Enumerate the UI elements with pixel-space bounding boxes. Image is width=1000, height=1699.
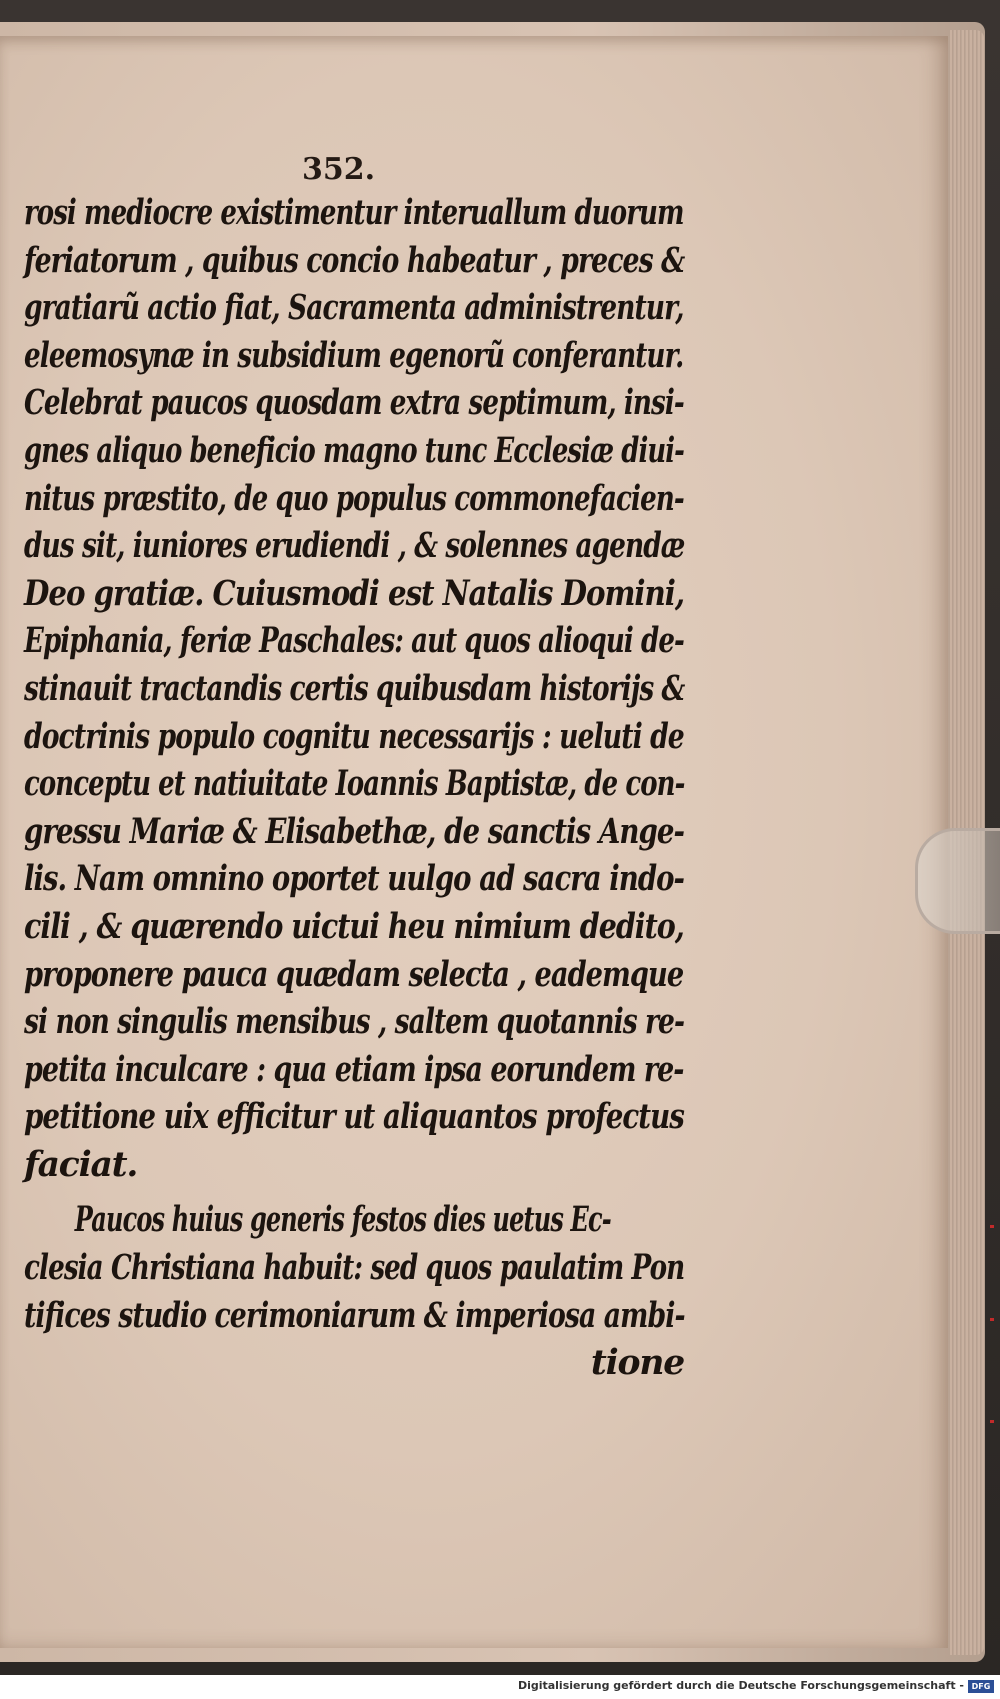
body-text: [24, 190, 684, 1388]
text-line: gnes aliquo beneficio magno tunc Ecclesiæ diui-: [24, 430, 684, 471]
text-line: eleemosynæ in subsidium egenorũ conferantur.: [24, 335, 684, 376]
footer-bar: [0, 1675, 1000, 1699]
text-line: gressu Mariæ & Elisabethæ, de sanctis Ange-: [24, 811, 684, 852]
page-clip: [915, 828, 1000, 934]
red-thread-mark: [990, 1318, 994, 1321]
text-line: Deo gratiæ. Cuiusmodi est Natalis Domini,: [24, 573, 685, 614]
text-line: feriatorum , quibus concio habeatur , preces &: [24, 240, 685, 281]
red-thread-mark: [990, 1225, 994, 1228]
text-line: stinauit tractandis certis quibusdam historijs &: [24, 668, 685, 709]
text-line: cili , & quærendo uictui heu nimium dedito,: [24, 906, 684, 947]
text-line: Epiphania, feriæ Paschales: aut quos alioqui de-: [24, 621, 684, 662]
text-line: Celebrat paucos quosdam extra septimum, insi-: [24, 383, 684, 424]
text-line: petitione uix efficitur ut aliquantos profectus: [24, 1097, 684, 1138]
catchword: tione: [590, 1343, 684, 1384]
text-line: tifices studio cerimoniarum & imperiosa ambi-: [24, 1295, 685, 1336]
red-thread-mark: [990, 1420, 994, 1423]
text-line: doctrinis populo cognitu necessarijs : ueluti de: [24, 716, 684, 757]
text-line: dus sit, iuniores erudiendi , & solennes agendæ: [24, 526, 685, 567]
text-line: petita inculcare : qua etiam ipsa eorundem re-: [24, 1049, 684, 1090]
dfg-logo: DFG: [968, 1680, 994, 1693]
text-line: rosi mediocre existimentur interuallum duorum: [24, 193, 684, 233]
text-line: faciat.: [24, 1144, 138, 1185]
text-line: lis. Nam omnino oportet uulgo ad sacra indo-: [24, 859, 685, 900]
text-line: proponere pauca quædam selecta , eademque: [24, 954, 684, 995]
text-line: nitus præstito, de quo populus commonefacien-: [24, 478, 684, 519]
funding-credit: Digitalisierung gefördert durch die Deutsche Forschungsgemeinschaft -: [517, 1679, 964, 1692]
text-line: gratiarũ actio fiat, Sacramenta administrentur,: [24, 288, 684, 329]
text-line: Paucos huius generis festos dies uetus Ec-: [74, 1200, 611, 1241]
text-line: conceptu et natiuitate Ioannis Baptistæ, de con-: [24, 764, 685, 805]
page-number: 352.: [302, 152, 376, 187]
text-line: si non singulis mensibus , saltem quotannis re-: [24, 1002, 685, 1043]
text-line: clesia Christiana habuit: sed quos paulatim Pon: [24, 1248, 685, 1289]
